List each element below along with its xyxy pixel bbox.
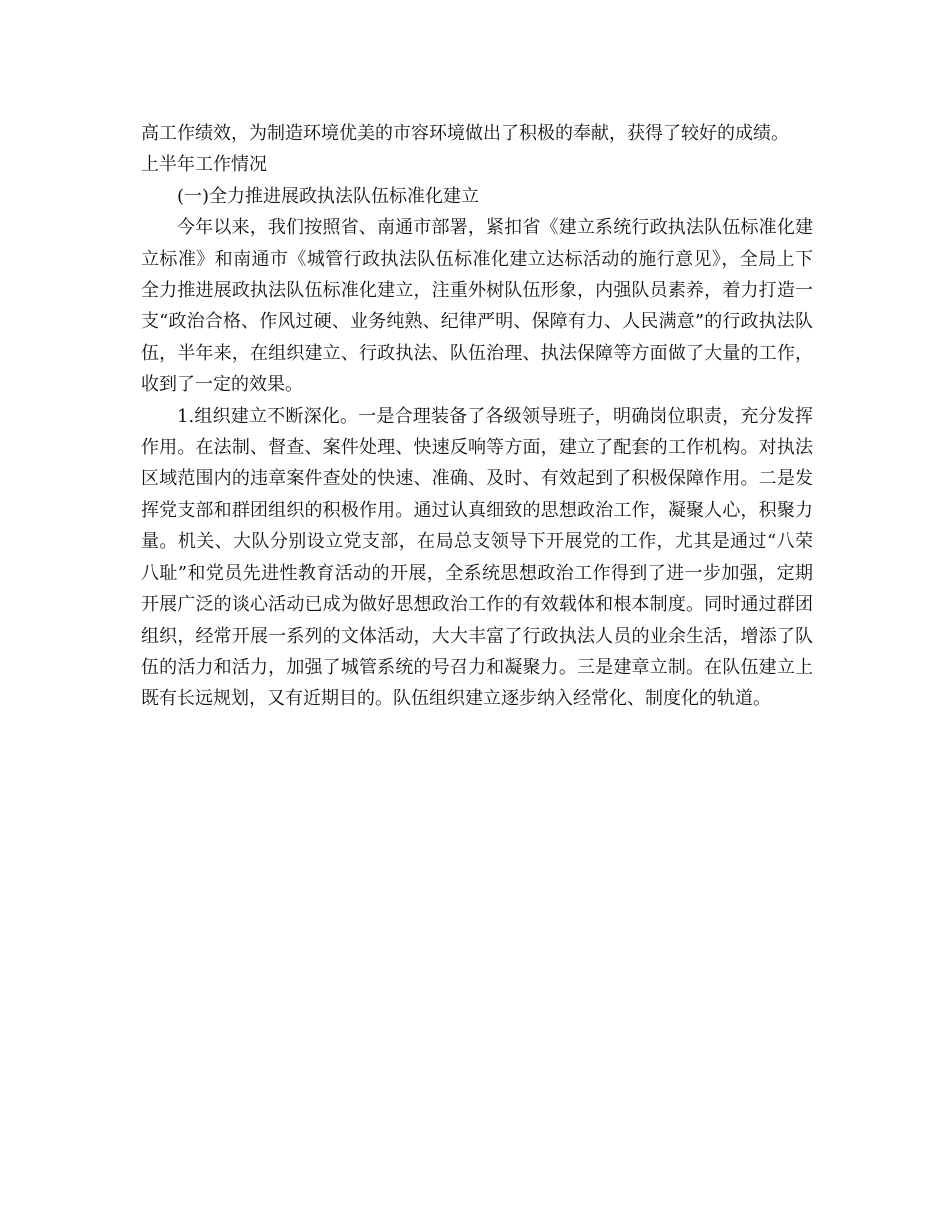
- subsection-heading: (一)全力推进展政执法队伍标准化建立: [177, 185, 480, 207]
- paragraph-organization: 1.组织建立不断深化。一是合理装备了各级领导班子，明确岗位职责，充分发挥作用。在法制、督查、案件处理、快速反响等方面，建立了配套的工作机构。对执法区域范围内的违章案件查处的快速、准确、及时、有效起到了积极保障作用。二是发挥党支部和群团组织的积极作用。通过认真细致的思想政治工作，凝聚人心，积聚力量。机关、大队分别设立党支部，在局总支领导下开展党的工作，尤其是通过“八荣八耻”和党员先进性教育活动的开展，全系统思想政治工作得到了进一步加强，定期开展广泛的谈心活动已成为做好思想政治工作的有效载体和根本制度。同时通过群团组织，经常开展一系列的文体活动，大大丰富了行政执法人员的业余生活，增添了队伍的活力和活力，加强了城管系统的号召力和凝聚力。三是建章立制。在队伍建立上既有长远规划，又有近期目的。队伍组织建立逐步纳入经常化、制度化的轨道。: [141, 405, 813, 710]
- document-body: [141, 118, 813, 715]
- section-heading: 上半年工作情况: [141, 154, 267, 176]
- continued-text-line: 高工作绩效，为制造环境优美的市容环境做出了积极的奉献，获得了较好的成绩。: [141, 123, 789, 144]
- paragraph-intro: 今年以来，我们按照省、南通市部署，紧扣省《建立系统行政执法队伍标准化建立标准》和南通市《城管行政执法队伍标准化建立达标活动的施行意见》，全局上下全力推进展政执法队伍标准化建立，注重外树队伍形象，内强队员素养，着力打造一支“政治合格、作风过硬、业务纯熟、纪律严明、保障有力、人民满意”的行政执法队伍，半年来，在组织建立、行政执法、队伍治理、执法保障等方面做了大量的工作，收到了一定的效果。: [141, 217, 813, 396]
